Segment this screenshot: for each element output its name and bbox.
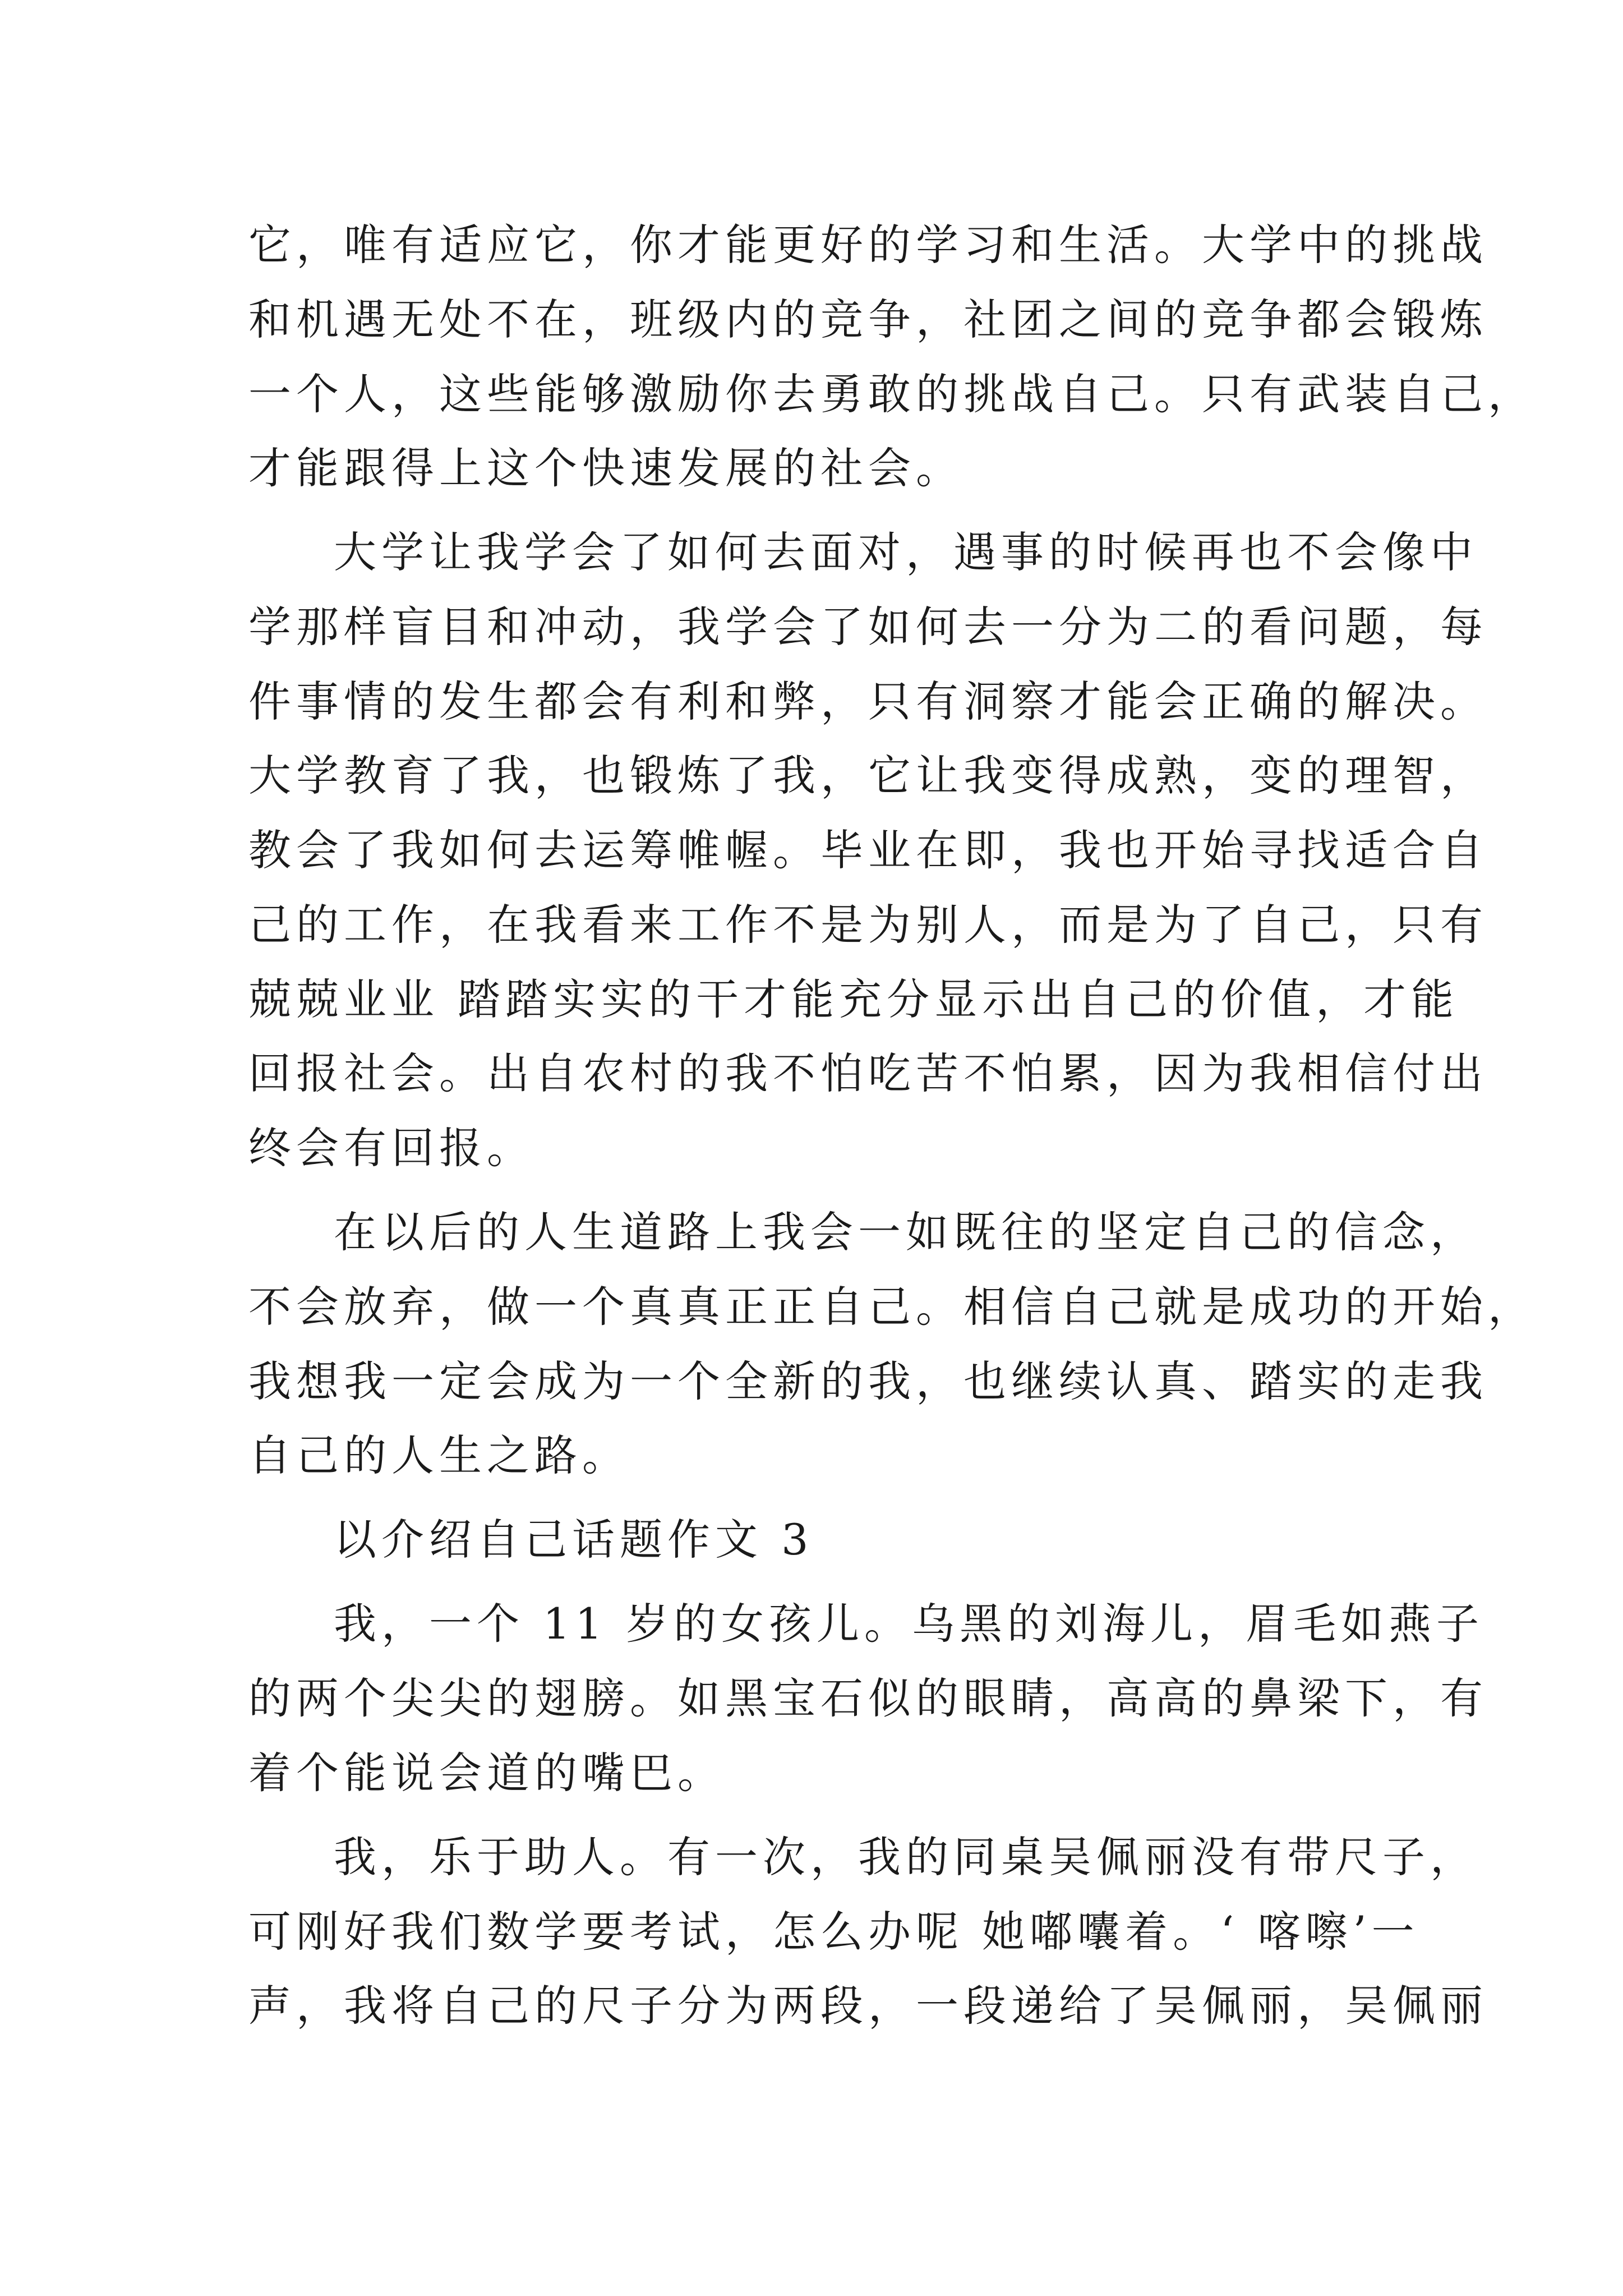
text-line: 学那样盲目和冲动，我学会了如何去一分为二的看问题，每 [248, 602, 1488, 652]
text-line: 才能跟得上这个快速发展的社会。 [248, 443, 963, 493]
paragraph-start-line: 我，乐于助人。有一次，我的同桌吴佩丽没有带尺子， [334, 1832, 1478, 1882]
text-line: 终会有回报。 [248, 1123, 534, 1173]
text-line: 教会了我如何去运筹帷幄。毕业在即，我也开始寻找适合自 [248, 825, 1488, 875]
text-line: 自己的人生之路。 [248, 1430, 630, 1480]
text-line: 它，唯有适应它，你才能更好的学习和生活。大学中的挑战 [248, 220, 1488, 270]
text-line: 不会放弃，做一个真真正正自己。相信自己就是成功的开始， [248, 1282, 1536, 1332]
text-line: 一个人，这些能够激励你去勇敢的挑战自己。只有武装自己， [248, 369, 1536, 419]
text-line: 兢兢业业 踏踏实实的干才能充分显示出自己的价值，才能 [248, 974, 1459, 1024]
paragraph-start-line: 大学让我学会了如何去面对，遇事的时候再也不会像中 [334, 527, 1478, 577]
text-line: 件事情的发生都会有利和弊，只有洞察才能会正确的解决。 [248, 677, 1488, 726]
text-line: 着个能说会道的嘴巴。 [248, 1748, 725, 1798]
text-line: 己的工作，在我看来工作不是为别人，而是为了自己，只有 [248, 900, 1488, 950]
text-line: 我想我一定会成为一个全新的我，也继续认真、踏实的走我 [248, 1356, 1488, 1406]
text-line: 回报社会。出自农村的我不怕吃苦不怕累，因为我相信付出 [248, 1048, 1488, 1098]
text-line: 的两个尖尖的翅膀。如黑宝石似的眼睛，高高的鼻梁下，有 [248, 1673, 1488, 1723]
section-heading: 以介绍自己话题作文 3 [334, 1515, 814, 1565]
paragraph-start-line: 我，一个 11 岁的女孩儿。乌黑的刘海儿，眉毛如燕子 [334, 1599, 1484, 1649]
text-line: 大学教育了我，也锻炼了我，它让我变得成熟，变的理智， [248, 751, 1488, 800]
text-line: 和机遇无处不在，班级内的竞争，社团之间的竞争都会锻炼 [248, 295, 1488, 344]
paragraph-start-line: 在以后的人生道路上我会一如既往的坚定自己的信念， [334, 1207, 1478, 1257]
text-line: 可刚好我们数学要考试，怎么办呢 她嘟囔着。‘ 喀嚓’一 [248, 1907, 1419, 1957]
text-line: 声，我将自己的尺子分为两段，一段递给了吴佩丽，吴佩丽 [248, 1981, 1488, 2031]
